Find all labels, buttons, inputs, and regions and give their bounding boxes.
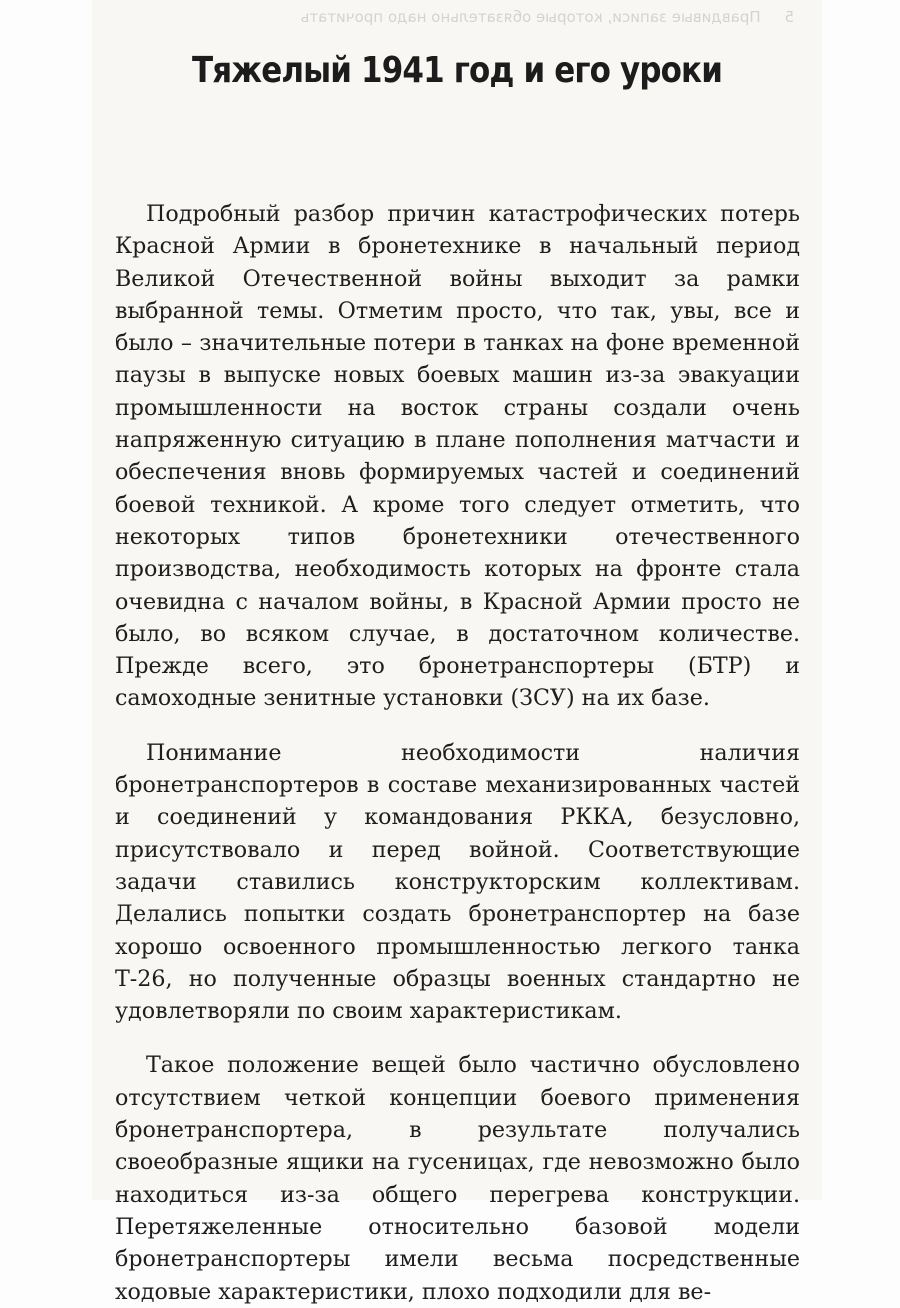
page-number: 5 <box>784 8 794 26</box>
paragraph: Понимание необходимости наличия бронетранспортеров в составе механизированных частей и соединений у командования РККА, безусловно, присутствовало и перед войной. Соответствующие задачи ставились конструкторским коллективам. Делались попытки создать бронетранспортер на базе хорошо освоенного промышленностью легкого танка Т-26, но полученные образцы военных стандартно не удовлетворяли по своим характеристикам. <box>115 739 800 1025</box>
book-page <box>92 0 822 1305</box>
paragraph: Подробный разбор причин катастрофических потерь Красной Армии в бронетехнике в начальный период Великой Отечественной войны выходит за рамки выбранной темы. Отметим просто, что так, увы, все и было – значительные потери в танках на фоне временной паузы в выпуске новых боевых машин из-за эвакуации промышленности на восток страны создали очень напряженную ситуацию в плане пополнения матчасти и обеспечения вновь формируемых частей и соединений боевой техникой. А кроме того следует отметить, что некоторых типов бронетехники отечественного производства, необходимость которых на фронте стала очевидна с началом войны, в Красной Армии просто не было, во всяком случае, в достаточном количестве. Прежде всего, это бронетранспортеры (БТР) и самоходные зенитные установки (ЗСУ) на их базе. <box>115 201 800 712</box>
chapter-title: Тяжелый 1941 год и его уроки <box>191 50 723 91</box>
paragraph: Такое положение вещей было частично обусловлено отсутствием четкой концепции боевого применения бронетранспортера, в результате получались своеобразные ящики на гусеницах, где невозможно было находиться из-за общего перегрева конструкции. Перетяжеленные относительно базовой модели бронетранспортеры имели весьма посредственные ходовые характеристики, плохо подходили для ве- <box>115 1052 800 1305</box>
running-head <box>114 8 794 32</box>
body-text <box>115 198 800 1308</box>
running-head-text: Правдивые записи, которые обязательно надо прочитать <box>300 8 761 26</box>
